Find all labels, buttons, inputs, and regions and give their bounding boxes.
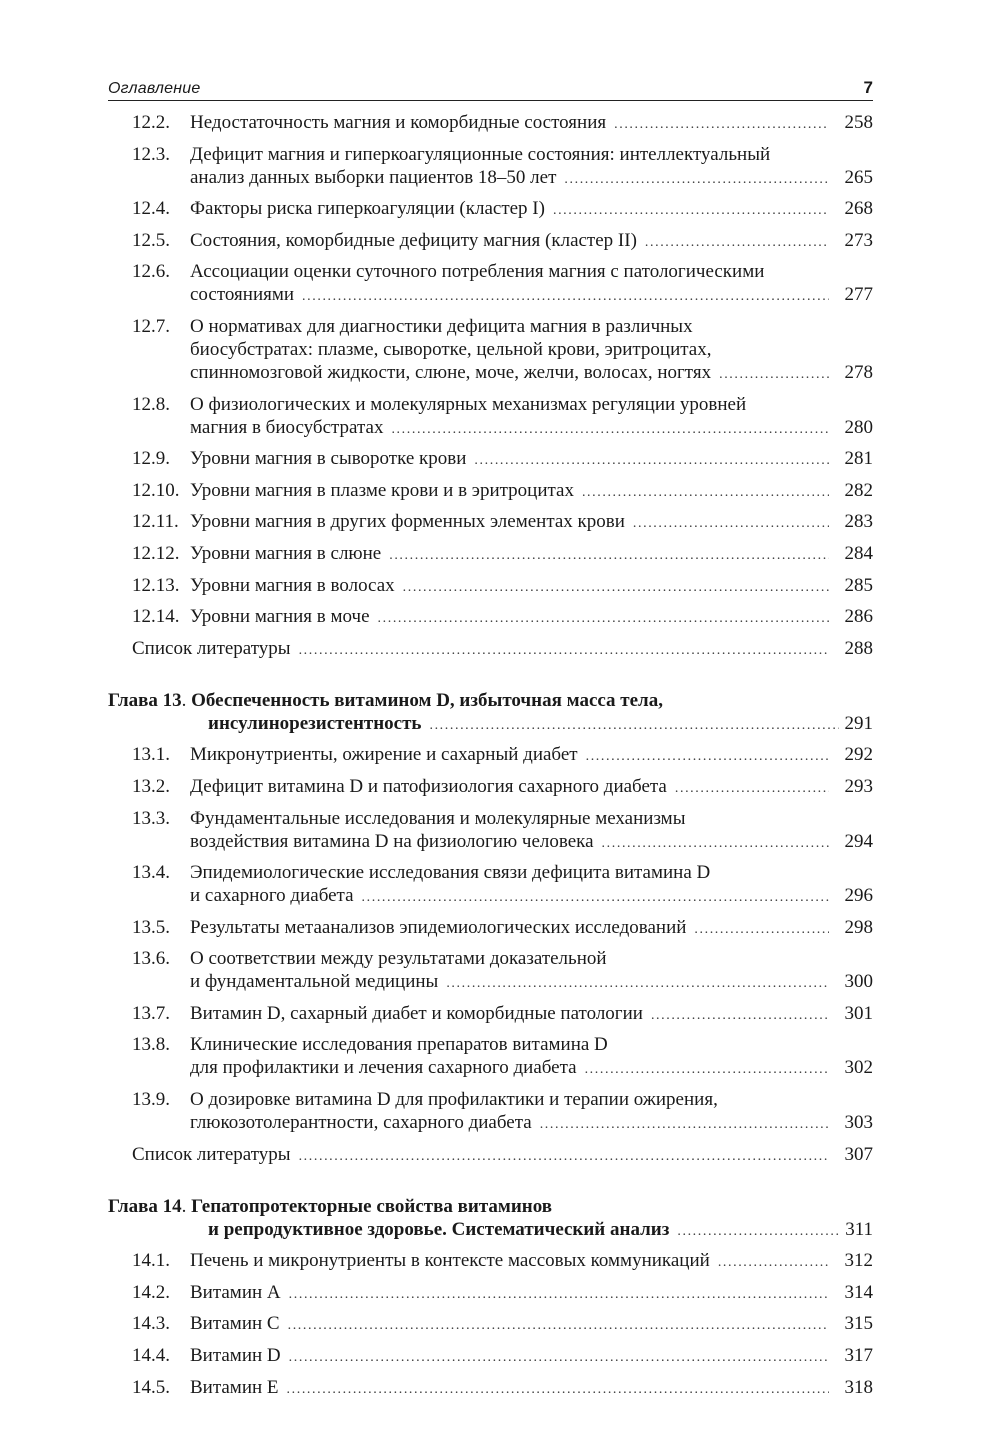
toc-entry-page: 318: [844, 1376, 873, 1398]
toc-entry-title: Уровни магния в волосах: [190, 574, 395, 596]
toc-section-14: [108, 1249, 873, 1400]
toc-entry-page: 294: [844, 830, 873, 852]
leader-dots: [446, 972, 829, 995]
toc-entry[interactable]: [108, 260, 873, 308]
toc-entry[interactable]: [108, 315, 873, 386]
toc-entry[interactable]: [108, 510, 873, 535]
toc-entry-number: 13.5.: [132, 916, 170, 938]
leader-dots: [694, 918, 829, 941]
toc-entry-number: 13.7.: [132, 1002, 170, 1024]
leader-dots: [645, 231, 829, 254]
chapter-title-line1: Гепатопротекторные свойства витаминов: [191, 1195, 553, 1217]
toc-entry[interactable]: [108, 479, 873, 504]
leader-dots: [288, 1314, 829, 1337]
running-head: [108, 74, 873, 101]
toc-entry-page: 292: [844, 744, 873, 766]
toc-entry[interactable]: [108, 393, 873, 441]
toc-entry-number: 14.4.: [132, 1345, 170, 1367]
toc-entry-title: Витамин C: [190, 1313, 280, 1335]
toc-entry-title: Уровни магния в моче: [190, 606, 370, 628]
toc-entry-title: анализ данных выборки пациентов 18–50 лет: [190, 166, 557, 188]
toc-entry-number: 12.2.: [132, 112, 170, 133]
toc-entry-page: 258: [844, 112, 873, 133]
toc-entry-page: 315: [844, 1313, 873, 1335]
toc-entry[interactable]: [108, 1376, 873, 1401]
toc-entry-number: 13.6.: [132, 948, 170, 970]
page-number: 7: [863, 78, 873, 97]
toc-entry-title: спинномозговой жидкости, слюне, моче, желчи, волосах, ногтях: [190, 361, 712, 383]
toc-entry-page: 317: [844, 1345, 873, 1367]
toc-entry-number: 13.3.: [132, 807, 170, 829]
toc-entry-page: 314: [844, 1281, 873, 1303]
toc-entry-page: 296: [844, 885, 873, 907]
leader-dots: [391, 418, 829, 441]
leader-dots: [429, 714, 838, 737]
leader-dots: [378, 607, 829, 630]
leader-dots: [299, 639, 829, 662]
toc-entry-references-12[interactable]: [108, 637, 873, 662]
toc-entry-title: Уровни магния в других форменных элементах крови: [190, 511, 625, 533]
toc-entry-title: Факторы риска гиперкоагуляции (кластер I): [190, 198, 545, 220]
toc-entry[interactable]: [108, 574, 873, 599]
leader-dots: [585, 1058, 829, 1081]
leader-dots: [633, 512, 829, 535]
toc-entry-number: 12.13.: [132, 574, 180, 596]
toc-entry-number: 12.12.: [132, 542, 180, 564]
toc-entry-page: 303: [844, 1112, 873, 1134]
toc-entry-title-line: биосубстратах: плазме, сыворотке, цельной крови, эритроцитах,: [190, 338, 712, 360]
toc-entry[interactable]: [108, 1312, 873, 1337]
leader-dots: [289, 1283, 829, 1306]
toc-entry[interactable]: [108, 861, 873, 909]
toc-entry-title: и сахарного диабета: [190, 885, 354, 907]
toc-entry-title: Микронутриенты, ожирение и сахарный диабет: [190, 744, 578, 766]
leader-dots: [403, 576, 829, 599]
toc-entry-number: 12.6.: [132, 261, 170, 283]
toc-entry-title: Дефицит витамина D и патофизиология сахарного диабета: [190, 775, 667, 797]
toc-entry-page: 312: [844, 1250, 873, 1272]
toc-entry-number: 12.7.: [132, 315, 170, 337]
toc-entry-page: 302: [844, 1057, 873, 1079]
leader-dots: [540, 1113, 829, 1136]
toc-entry-page: 281: [844, 448, 873, 470]
leader-dots: [289, 1346, 829, 1369]
running-head-title: Оглавление: [108, 80, 201, 97]
toc-entry-title: Список литературы: [132, 637, 291, 659]
leader-dots: [553, 199, 829, 222]
toc-page: [108, 74, 873, 1407]
toc-entry-page: 286: [844, 606, 873, 628]
toc-entry-number: 13.8.: [132, 1034, 170, 1056]
toc-entry-title: Печень и микронутриенты в контексте массовых коммуникаций: [190, 1250, 710, 1272]
toc-entry-number: 12.5.: [132, 229, 170, 251]
toc-entry-title-line: О физиологических и молекулярных механизмах регуляции уровней: [190, 393, 747, 415]
chapter-title-line2: и репродуктивное здоровье. Систематический анализ: [208, 1218, 670, 1240]
toc-entry-title-line: О дозировке витамина D для профилактики и терапии ожирения,: [190, 1089, 718, 1111]
toc-entry-page: 283: [844, 511, 873, 533]
leader-dots: [362, 886, 829, 909]
toc-entry-page: 277: [844, 284, 873, 306]
leader-dots: [614, 113, 829, 136]
toc-entry-title: Витамин E: [190, 1376, 279, 1398]
toc-entry-title: воздействия витамина D на физиологию человека: [190, 830, 594, 852]
toc-entry[interactable]: [108, 542, 873, 567]
toc-entry-title: Витамин D, сахарный диабет и коморбидные патологии: [190, 1002, 643, 1024]
leader-dots: [389, 544, 829, 567]
leader-dots: [675, 777, 829, 800]
toc-entry-title-line: Эпидемиологические исследования связи дефицита витамина D: [190, 862, 711, 884]
toc-entry-title: и фундаментальной медицины: [190, 971, 439, 993]
toc-entry[interactable]: [108, 916, 873, 941]
toc-entry-number: 14.5.: [132, 1376, 170, 1398]
toc-entry-title: Уровни магния в сыворотке крови: [190, 448, 467, 470]
leader-dots: [719, 363, 829, 386]
toc-entry-title: Список литературы: [132, 1143, 291, 1165]
toc-entry-number: 12.8.: [132, 393, 170, 415]
leader-dots: [299, 1145, 829, 1168]
toc-entry-title-line: О соответствии между результатами доказательной: [190, 948, 607, 970]
toc-entry-title-line: Фундаментальные исследования и молекулярные механизмы: [190, 807, 686, 829]
toc-entry-title-line: Ассоциации оценки суточного потребления магния с патологическими: [190, 261, 765, 283]
toc-entry-number: 12.9.: [132, 448, 170, 470]
toc-entry[interactable]: [108, 947, 873, 995]
leader-dots: [564, 168, 829, 191]
toc-entry-title: Витамин D: [190, 1345, 281, 1367]
toc-entry-number: 14.2.: [132, 1281, 170, 1303]
toc-entry-references-13[interactable]: [108, 1143, 873, 1168]
toc-entry-title-line: О нормативах для диагностики дефицита магния в различных: [190, 315, 693, 337]
leader-dots: [474, 449, 829, 472]
leader-dots: [302, 285, 829, 308]
toc-entry-number: 13.2.: [132, 775, 170, 797]
toc-entry-title: Недостаточность магния и коморбидные состояния: [190, 112, 607, 133]
toc-section-12: [108, 111, 873, 630]
leader-dots: [651, 1004, 829, 1027]
toc-entry-page: 268: [844, 198, 873, 220]
chapter-13-heading[interactable]: Глава 13. Обеспеченность витамином D, избыточная масса тела, инсулинорезистентность ..... 291: [108, 689, 873, 737]
toc-entry-title: состояниями: [190, 284, 295, 306]
toc-entry-page: 301: [844, 1002, 873, 1024]
toc-entry-page: 293: [844, 775, 873, 797]
toc-entry-page: 300: [844, 971, 873, 993]
leader-dots: [582, 481, 829, 504]
toc-entry[interactable]: [108, 1344, 873, 1369]
toc-entry-page: 280: [844, 416, 873, 438]
toc-entry-page: 278: [844, 361, 873, 383]
toc-entry-number: 12.4.: [132, 198, 170, 220]
toc-entry-title: Результаты метаанализов эпидемиологических исследований: [190, 916, 687, 938]
chapter-title-line2: инсулинорезистентность: [208, 712, 422, 734]
toc-entry[interactable]: [108, 605, 873, 630]
toc-entry-page: 285: [844, 574, 873, 596]
leader-dots: [602, 832, 829, 855]
toc-entry-title: Витамин A: [190, 1281, 281, 1303]
chapter-page: 311: [845, 1218, 873, 1240]
toc-entry-title: глюкозотолерантности, сахарного диабета: [190, 1112, 532, 1134]
leader-dots: [677, 1220, 839, 1243]
toc-entry-number: 13.9.: [132, 1089, 170, 1111]
chapter-label: Глава 13: [108, 689, 182, 711]
toc-entry-page: 273: [844, 229, 873, 251]
toc-entry-title-line: Дефицит магния и гиперкоагуляционные состояния: интеллектуальный: [190, 143, 771, 165]
leader-dots: [586, 745, 829, 768]
chapter-page: 291: [844, 712, 873, 734]
toc-entry[interactable]: [108, 229, 873, 254]
toc-entry-title: для профилактики и лечения сахарного диабета: [190, 1057, 577, 1079]
toc-entry-page: 282: [844, 479, 873, 501]
toc-entry-number: 12.10.: [132, 479, 180, 501]
toc-entry-number: 14.3.: [132, 1313, 170, 1335]
toc-section-13: [108, 743, 873, 1136]
toc-entry-page: 298: [844, 916, 873, 938]
chapter-label: Глава 14: [108, 1195, 182, 1217]
toc-entry-number: 12.3.: [132, 143, 170, 165]
toc-entry-number: 12.14.: [132, 606, 180, 628]
toc-entry[interactable]: [108, 775, 873, 800]
toc-entry[interactable]: [108, 1033, 873, 1081]
toc-entry[interactable]: [108, 143, 873, 191]
toc-entry[interactable]: [108, 1249, 873, 1274]
toc-entry-title: Состояния, коморбидные дефициту магния (кластер II): [190, 229, 637, 251]
toc-entry-title-line: Клинические исследования препаратов витамина D: [190, 1034, 608, 1056]
toc-entry-page: 265: [844, 166, 873, 188]
toc-entry[interactable]: [108, 807, 873, 855]
leader-dots: [718, 1251, 829, 1274]
toc-entry-number: 13.4.: [132, 862, 170, 884]
toc-entry-number: 12.11.: [132, 511, 179, 533]
toc-entry-title: Уровни магния в плазме крови и в эритроцитах: [190, 479, 574, 501]
toc-entry[interactable]: [108, 1088, 873, 1136]
toc-entry-page: 307: [844, 1143, 873, 1165]
toc-entry-title: Уровни магния в слюне: [190, 542, 382, 564]
toc-entry-title: магния в биосубстратах: [190, 416, 384, 438]
chapter-title-line1: Обеспеченность витамином D, избыточная масса тела,: [191, 689, 663, 711]
toc-entry-number: 14.1.: [132, 1250, 170, 1272]
toc-entry[interactable]: [108, 197, 873, 222]
chapter-14-heading[interactable]: Глава 14. Гепатопротекторные свойства витаминов и репродуктивное здоровье. Систематический анализ ..... 311: [108, 1195, 873, 1243]
toc-entry-page: 288: [844, 637, 873, 659]
toc-entry[interactable]: [108, 743, 873, 768]
toc-entry[interactable]: [108, 111, 873, 136]
toc-entry[interactable]: [108, 447, 873, 472]
leader-dots: [287, 1378, 829, 1401]
toc-entry[interactable]: [108, 1281, 873, 1306]
toc-entry-page: 284: [844, 542, 873, 564]
toc-entry[interactable]: [108, 1002, 873, 1027]
toc-entry-number: 13.1.: [132, 744, 170, 766]
